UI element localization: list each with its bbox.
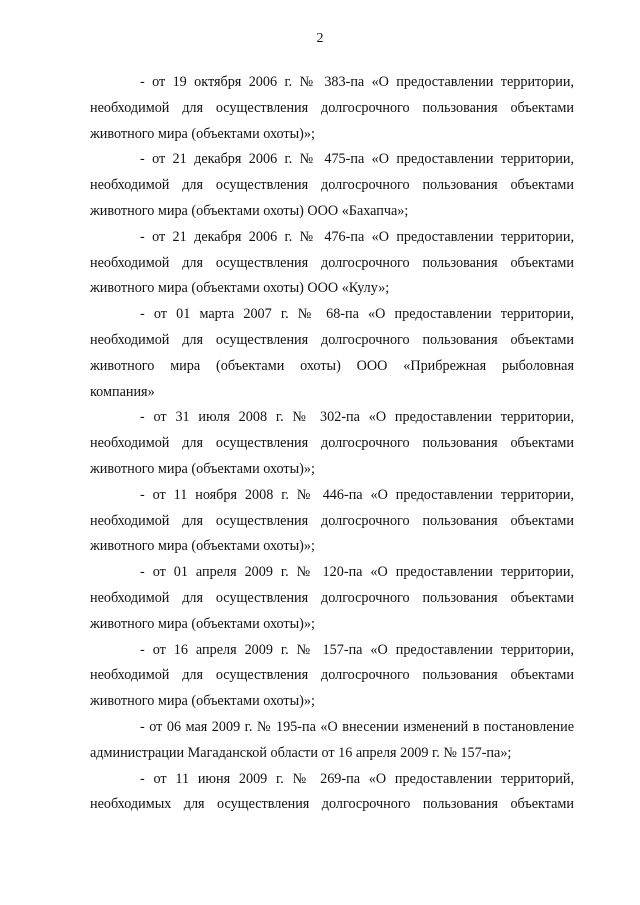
- text-line: - от 01 марта 2007 г. № 68-па «О предоставлении территории,: [140, 306, 574, 323]
- text-line: - от 21 декабря 2006 г. № 475-па «О предоставлении территории,: [140, 151, 574, 168]
- text-line: необходимой для осуществления долгосрочного пользования объектами: [90, 177, 574, 194]
- paragraph: [90, 302, 574, 405]
- text-line: необходимой для осуществления долгосрочного пользования объектами: [90, 512, 574, 529]
- text-line: необходимых для осуществления долгосрочного пользования объектами: [90, 796, 574, 813]
- text-line: животного мира (объектами охоты)»;: [90, 615, 315, 632]
- paragraph: [90, 560, 574, 637]
- text-line: необходимой для осуществления долгосрочного пользования объектами: [90, 589, 574, 606]
- text-line: компания»: [90, 383, 155, 400]
- text-line: - от 31 июля 2008 г. № 302-па «О предоставлении территории,: [140, 409, 574, 426]
- text-line: животного мира (объектами охоты)»;: [90, 538, 315, 555]
- text-line: животного мира (объектами охоты) ООО «Бахапча»;: [90, 202, 409, 219]
- text-line: животного мира (объектами охоты)»;: [90, 693, 315, 710]
- text-line: - от 19 октября 2006 г. № 383-па «О предоставлении территории,: [140, 74, 574, 90]
- text-line: - от 11 ноября 2008 г. № 446-па «О предоставлении территории,: [140, 486, 574, 503]
- document-body: [90, 70, 574, 818]
- text-line: - от 06 мая 2009 г. № 195-па «О внесении изменений в постановление: [140, 718, 574, 735]
- text-line: администрации Магаданской области от 16 апреля 2009 г. № 157-па»;: [90, 744, 512, 761]
- text-line: необходимой для осуществления долгосрочного пользования объектами: [90, 99, 574, 116]
- text-line: животного мира (объектами охоты)»;: [90, 125, 315, 142]
- text-line: - от 16 апреля 2009 г. № 157-па «О предоставлении территории,: [140, 641, 574, 658]
- text-line: животного мира (объектами охоты)»;: [90, 460, 315, 477]
- text-line: необходимой для осуществления долгосрочного пользования объектами: [90, 667, 574, 684]
- paragraph: [90, 147, 574, 224]
- text-line: - от 11 июня 2009 г. № 269-па «О предоставлении территорий,: [140, 770, 574, 787]
- paragraph: [90, 767, 574, 819]
- paragraph: [90, 715, 574, 767]
- paragraph: [90, 483, 574, 560]
- text-line: животного мира (объектами охоты) ООО «Кулу»;: [90, 280, 390, 297]
- text-line: необходимой для осуществления долгосрочного пользования объектами: [90, 331, 574, 348]
- text-line: необходимой для осуществления долгосрочного пользования объектами: [90, 435, 574, 452]
- paragraph: [90, 225, 574, 302]
- text-line: - от 01 апреля 2009 г. № 120-па «О предоставлении территории,: [140, 564, 574, 581]
- paragraph: [90, 70, 574, 147]
- text-line: животного мира (объектами охоты) ООО «Прибрежная рыболовная: [90, 357, 574, 374]
- paragraph: [90, 405, 574, 482]
- paragraph: [90, 638, 574, 715]
- text-line: необходимой для осуществления долгосрочного пользования объектами: [90, 254, 574, 271]
- page-number: 2: [316, 31, 324, 46]
- text-line: - от 21 декабря 2006 г. № 476-па «О предоставлении территории,: [140, 228, 574, 245]
